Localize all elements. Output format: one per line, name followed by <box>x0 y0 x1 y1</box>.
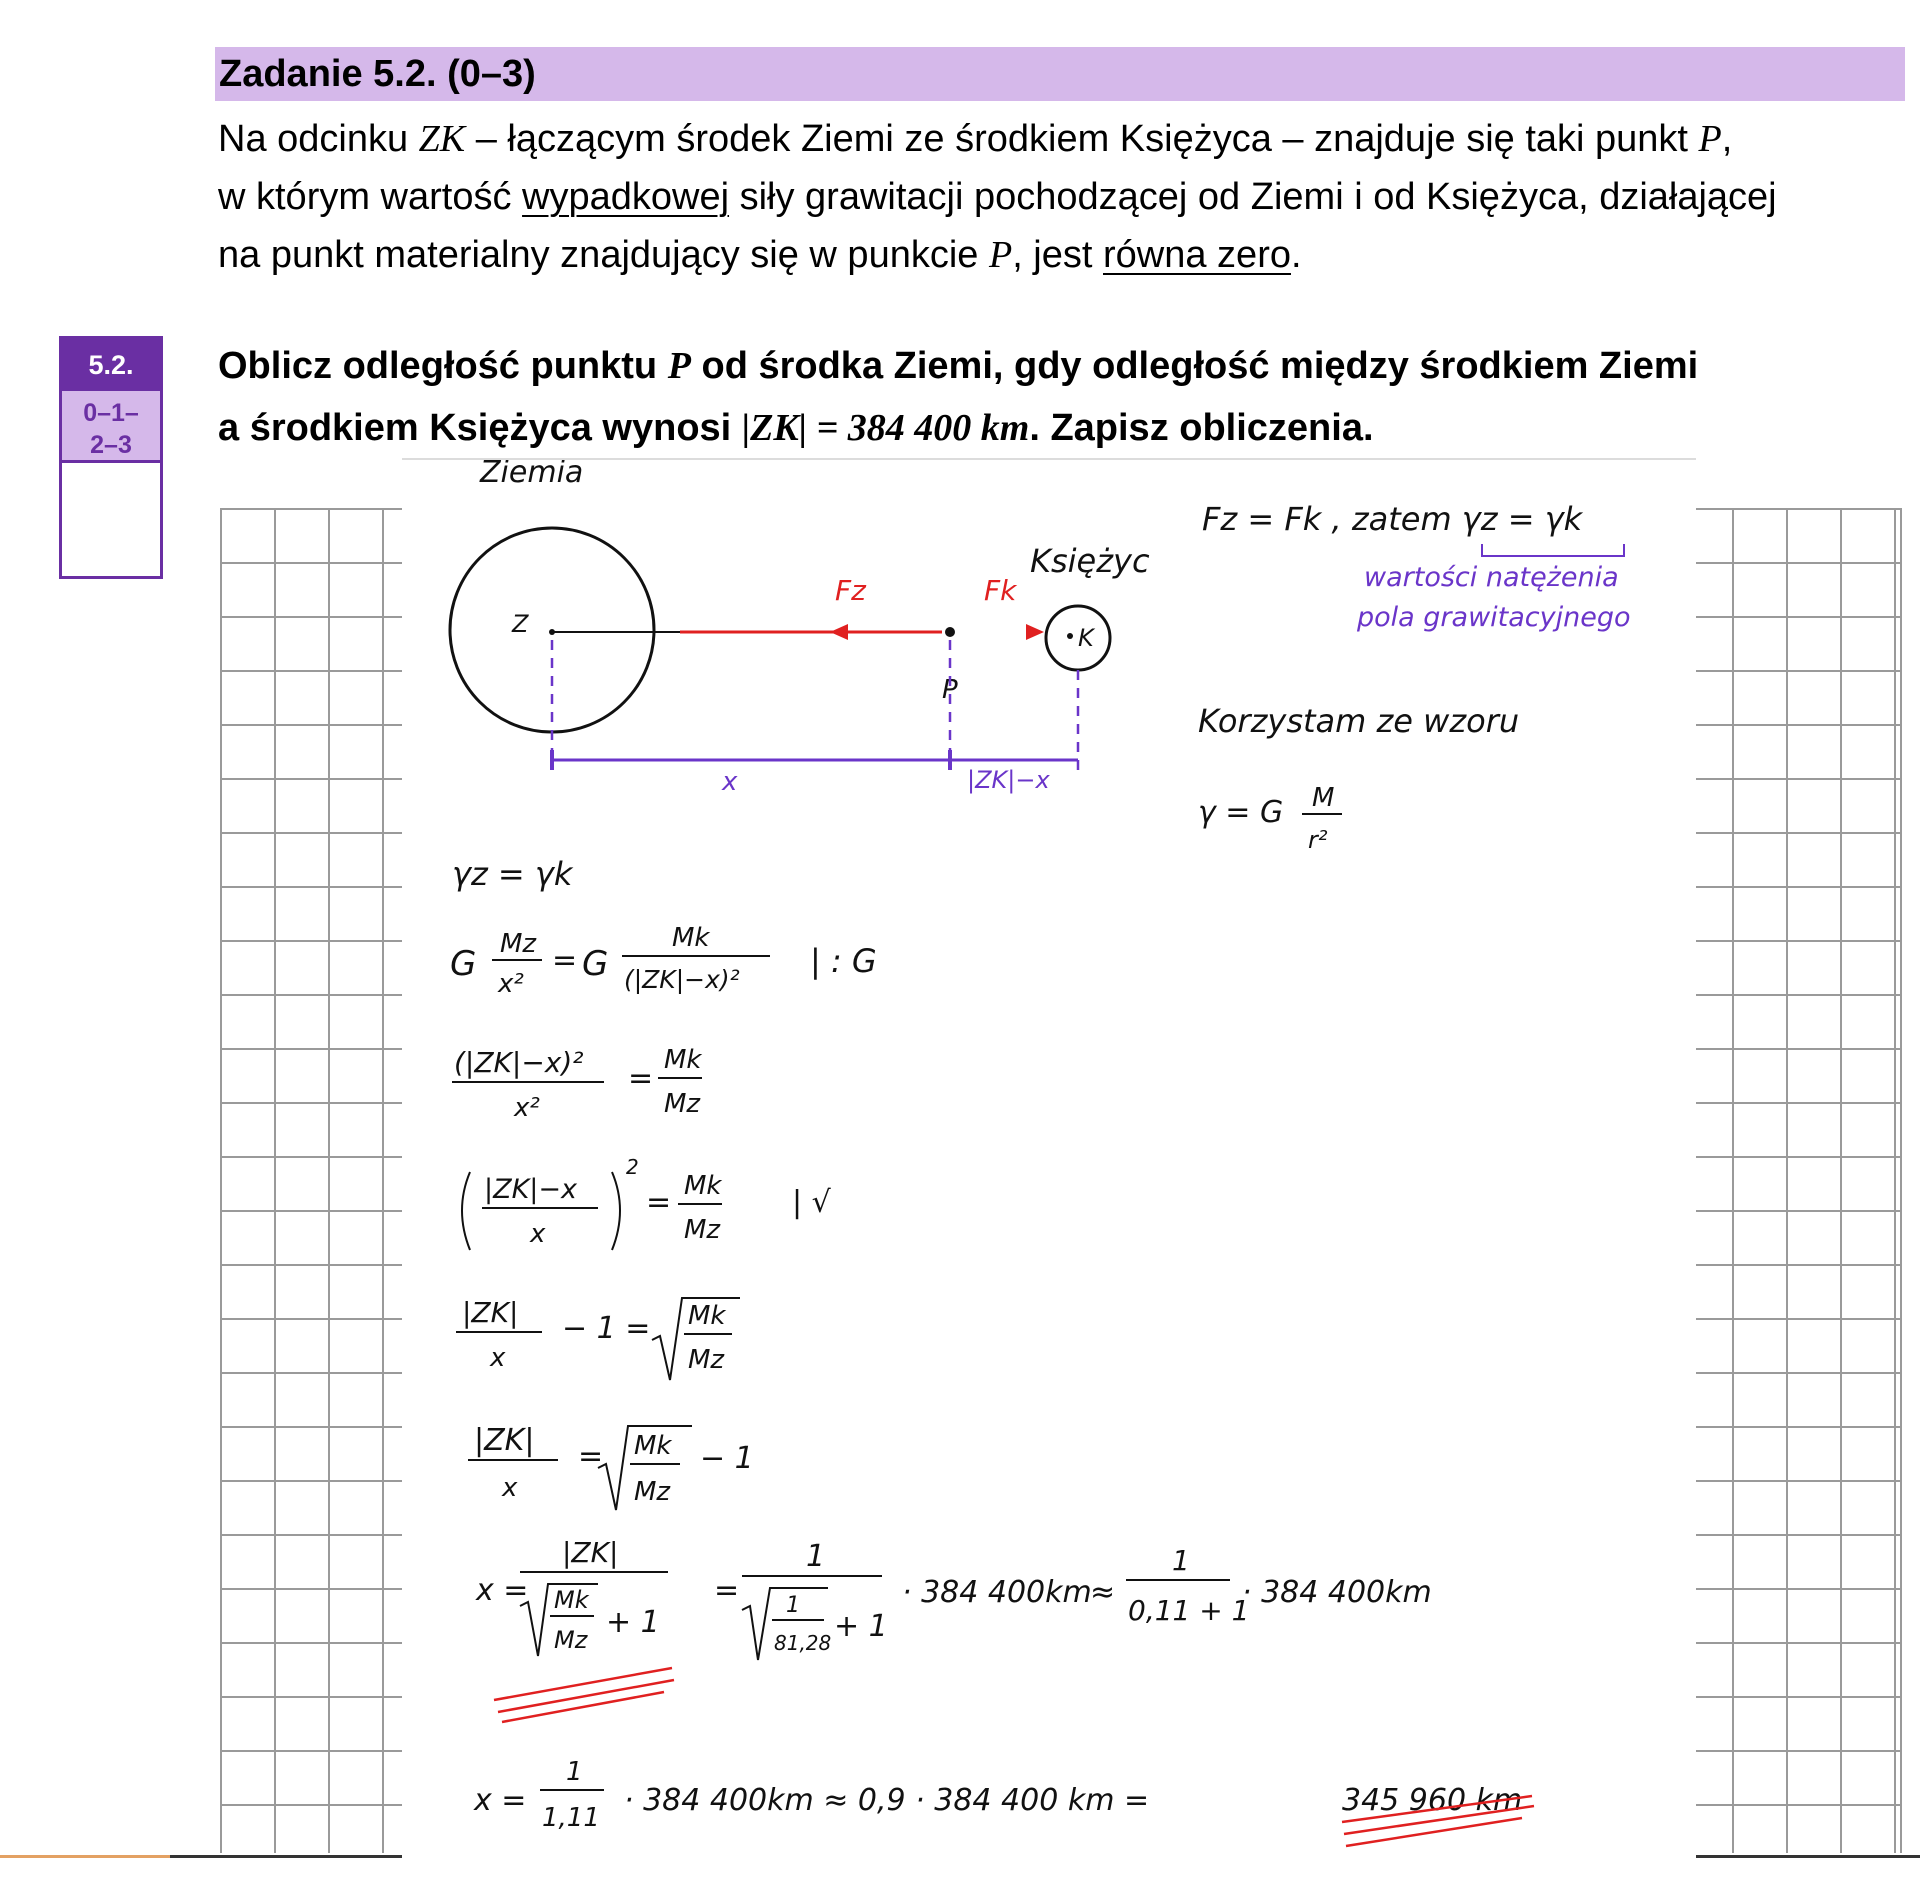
eq7-den3: 0,11 + 1 <box>1128 1594 1250 1627</box>
eq8-den: 1,11 <box>542 1803 600 1833</box>
label-zk-minus-x: |ZK|−x <box>967 766 1050 794</box>
question-line-2 <box>218 397 1868 459</box>
eq7-red-underline <box>494 1668 674 1722</box>
eq4-tail: | √ <box>792 1185 831 1220</box>
note-field-2: pola grawitacyjnego <box>1357 602 1631 633</box>
question <box>218 335 1868 459</box>
point-p: P <box>1698 118 1722 160</box>
intro-text: siły grawitacji pochodzącej od Ziemi i od Księżyca, działającej <box>729 176 1777 218</box>
eq4-paren-right <box>612 1172 620 1250</box>
eq2-g2: G <box>582 944 609 984</box>
eq6-eq: = <box>578 1439 604 1474</box>
eq7-val2: · 384 400km <box>1242 1575 1432 1610</box>
eq4-pow: 2 <box>626 1155 639 1179</box>
eq4-num: |ZK|−x <box>484 1174 577 1205</box>
eq4-num2: Mk <box>684 1171 722 1201</box>
underlined-phrase: równa zero <box>1103 234 1291 276</box>
score-box <box>59 336 163 579</box>
eq1: γz = γk <box>452 855 573 893</box>
question-text: Oblicz odległość punktu <box>218 345 668 387</box>
question-text: . Zapisz obliczenia. <box>1029 407 1374 449</box>
intro-text: . <box>1290 234 1302 276</box>
formula-lhs: γ = G <box>1198 795 1284 830</box>
intro-text: – łączącym środek Ziemi ze środkiem Księżyca – znajduje się taki punkt <box>465 118 1699 160</box>
eq7-one: 1 <box>806 1539 826 1574</box>
eq7-x: x = <box>476 1573 529 1608</box>
label-ziemia: Ziemia <box>480 460 584 490</box>
note-bracket <box>1482 544 1624 556</box>
eq7-num: |ZK| <box>562 1536 619 1569</box>
label-fz: Fz <box>835 574 866 607</box>
eq4-paren-left <box>462 1172 470 1250</box>
task-intro <box>218 110 1918 284</box>
eq8-num: 1 <box>566 1757 583 1787</box>
eq3-num2: Mk <box>664 1045 702 1075</box>
bottom-rule-accent <box>0 1855 170 1858</box>
intro-text: na punkt materialny znajdujący się w punkcie <box>218 234 989 276</box>
point-p: P <box>667 345 691 387</box>
eq2-den1: x² <box>498 969 524 999</box>
bottom-rule-left <box>0 1855 402 1858</box>
eq2-num2: Mk <box>672 923 710 953</box>
eq6-rnum: Mk <box>634 1431 672 1461</box>
task-title: Zadanie 5.2. (0–3) <box>215 47 1905 101</box>
note-formula-intro: Korzystam ze wzoru <box>1198 702 1520 740</box>
score-task-number: 5.2. <box>62 339 160 391</box>
intro-line-3 <box>218 226 1918 284</box>
intro-text: , <box>1721 118 1733 160</box>
eq8-result: 345 960 km <box>1342 1783 1523 1818</box>
note-field-1: wartości natężenia <box>1364 562 1619 593</box>
formula-den: r² <box>1308 826 1328 854</box>
eq2-den2: (|ZK|−x)² <box>624 965 740 994</box>
question-text: a środkiem Księżyca wynosi <box>218 407 742 449</box>
eq7-one2: 1 <box>1172 1544 1190 1577</box>
eq2-eq: = <box>552 943 578 978</box>
question-line-1 <box>218 335 1868 397</box>
point-p: P <box>988 234 1013 276</box>
fz-arrow <box>830 624 848 640</box>
eq6-den: x <box>502 1473 518 1503</box>
eq5-mid: − 1 = <box>562 1311 651 1346</box>
eq7-rnum: Mk <box>554 1586 589 1614</box>
underlined-word: wypadkowej <box>522 176 730 218</box>
intro-text: Na odcinku <box>218 118 419 160</box>
solution-drawing <box>402 460 1696 1886</box>
intro-line-2 <box>218 168 1918 226</box>
eq7-val: · 384 400km <box>902 1575 1092 1610</box>
eq4-den2: Mz <box>684 1215 721 1245</box>
label-k: K <box>1078 624 1094 652</box>
eq5-den: x <box>490 1343 506 1373</box>
question-text: od środka Ziemi, gdy odległość między środkiem Ziemi <box>690 345 1699 387</box>
fk-arrow <box>1026 624 1044 640</box>
eq2-num1: Mz <box>500 929 537 959</box>
label-z: Z <box>512 610 529 638</box>
eq5-rden: Mz <box>688 1345 725 1375</box>
point-p-mark <box>945 627 955 637</box>
eq7-rden: Mz <box>554 1626 588 1654</box>
handwritten-solution <box>402 458 1696 1886</box>
distance-zk: |ZK| = 384 400 km <box>741 407 1030 449</box>
eq4-den: x <box>530 1219 546 1249</box>
eq3-den2: Mz <box>664 1089 701 1119</box>
eq7-plus2: + 1 <box>834 1609 888 1644</box>
eq4-eq: = <box>646 1185 672 1220</box>
eq3-eq: = <box>628 1061 654 1096</box>
eq5-rnum: Mk <box>688 1301 726 1331</box>
eq7-inner-num: 1 <box>786 1593 800 1618</box>
label-ksiezyc: Księżyc <box>1030 542 1150 580</box>
eq7-eq: = <box>714 1573 740 1608</box>
eq8-rest: · 384 400km ≈ 0,9 · 384 400 km = <box>624 1783 1150 1818</box>
intro-text: w którym wartość <box>218 176 523 218</box>
eq3-num: (|ZK|−x)² <box>454 1046 584 1079</box>
segment-zk: ZK <box>418 118 466 160</box>
label-fk: Fk <box>984 574 1017 607</box>
moon-center <box>1067 633 1073 639</box>
eq2-g1: G <box>450 944 477 984</box>
eq6-tail: − 1 <box>700 1441 754 1476</box>
eq2-tail: | : G <box>810 942 877 980</box>
label-x: x <box>722 767 738 797</box>
eq3-den: x² <box>514 1093 540 1123</box>
note-equal-forces: Fz = Fk , zatem γz = γk <box>1202 500 1583 538</box>
eq6-num: |ZK| <box>474 1423 535 1458</box>
bottom-rule-dark <box>170 1855 402 1858</box>
eq7-approx: ≈ <box>1090 1575 1116 1610</box>
label-p: P <box>942 675 958 705</box>
eq8-x: x = <box>474 1783 527 1818</box>
intro-text: , jest <box>1012 234 1103 276</box>
eq7-plus: + 1 <box>606 1605 660 1640</box>
intro-line-1 <box>218 110 1918 168</box>
bottom-rule-right <box>1696 1855 1920 1858</box>
eq7-inner-den: 81,28 <box>774 1631 832 1655</box>
score-points-scale: 0–1– 2–3 <box>62 391 160 463</box>
eq6-rden: Mz <box>634 1477 671 1507</box>
eq5-num: |ZK| <box>462 1296 519 1329</box>
formula-num: M <box>1312 783 1335 813</box>
